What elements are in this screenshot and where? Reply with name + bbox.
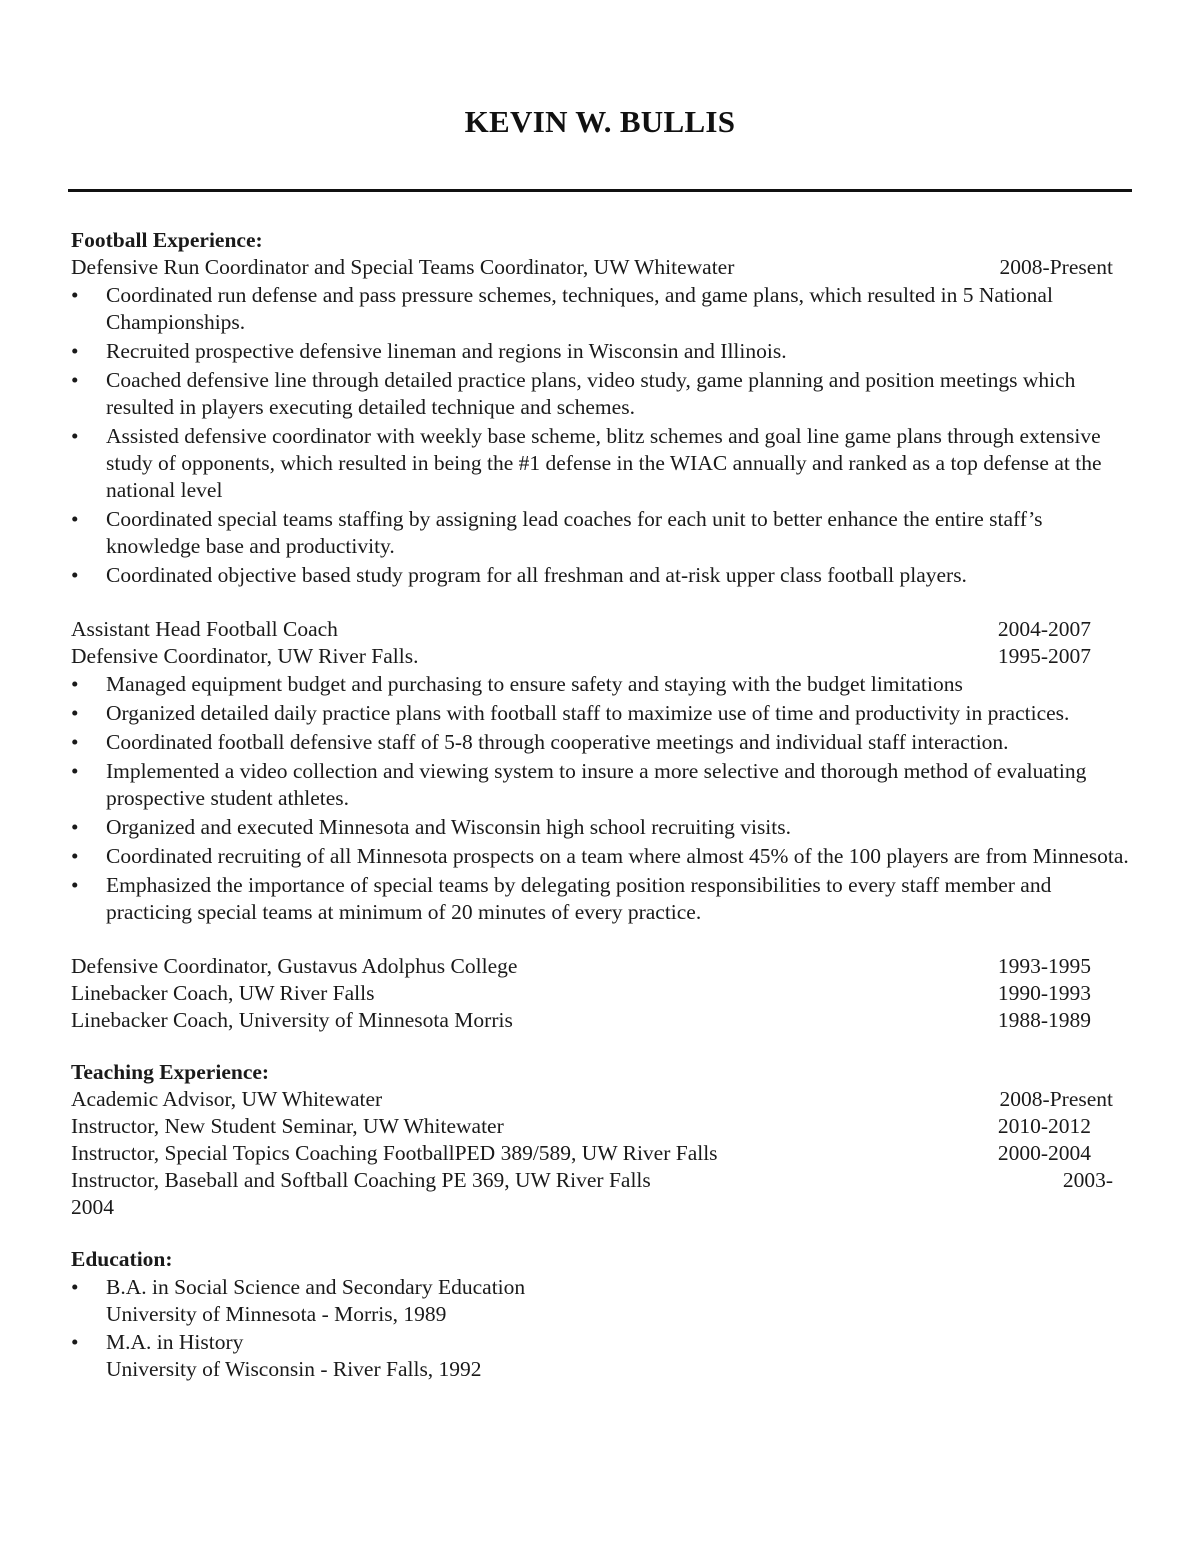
bullet-item: • Coordinated run defense and pass pressure schemes, techniques, and game plans, which resulted in 5 National Championships. (71, 282, 1133, 336)
job-date: 1993-1995 (997, 954, 1091, 978)
teaching-date-wrap: 2004 (71, 1195, 114, 1219)
bullet-item: • Assisted defensive coordinator with weekly base scheme, blitz schemes and goal line game plans through extensive study of opponents, which resulted in being the #1 defense in the WIAC annually and ranked as a top defense at the national level (71, 423, 1133, 504)
bullet-item: • Organized detailed daily practice plans with football staff to maximize use of time and productivity in practices. (71, 700, 1133, 727)
job-date: 1990-1993 (997, 981, 1091, 1005)
degree: • B.A. in Social Science and Secondary Education (106, 1275, 526, 1299)
bullet-item: • Coordinated recruiting of all Minnesota prospects on a team where almost 45% of the 100 players are from Minnesota. (71, 843, 1133, 870)
job-date: 1988-1989 (997, 1008, 1091, 1032)
job-title: Defensive Run Coordinator and Special Teams Coordinator, UW Whitewater (71, 255, 735, 279)
teaching-date: 2010-2012 (997, 1114, 1091, 1138)
header-rule (68, 189, 1132, 192)
teaching-title: Academic Advisor, UW Whitewater (71, 1087, 383, 1111)
bullet-item: • Recruited prospective defensive lineman and regions in Wisconsin and Illinois. (71, 338, 1133, 365)
teaching-row (71, 1167, 1133, 1194)
teaching-title: Instructor, Special Topics Coaching FootballPED 389/589, UW River Falls (71, 1141, 718, 1165)
job-row (71, 953, 1133, 980)
bullet-item: • Coordinated special teams staffing by assigning lead coaches for each unit to better enhance the entire staff’s knowledge base and productivity. (71, 506, 1133, 560)
bullet-item: • Managed equipment budget and purchasing to ensure safety and staying with the budget limitations (71, 671, 1133, 698)
teaching-row (71, 1113, 1133, 1140)
job-title: Defensive Coordinator, UW River Falls. (71, 644, 419, 668)
job-date: 1995-2007 (997, 644, 1091, 668)
bullet-item: • Coordinated objective based study program for all freshman and at-risk upper class football players. (71, 562, 1133, 589)
school: University of Wisconsin - River Falls, 1992 (106, 1357, 482, 1381)
job-date: 2004-2007 (997, 617, 1091, 641)
teaching-date: 2000-2004 (997, 1141, 1091, 1165)
teaching-row (71, 1086, 1133, 1113)
job-date: 2008-Present (999, 255, 1113, 279)
job-uwrf-coordinator (71, 643, 1133, 670)
job-row (71, 980, 1133, 1007)
teaching-title: Instructor, New Student Seminar, UW Whitewater (71, 1114, 504, 1138)
uwrf-bullets (71, 671, 1133, 926)
resume-body (71, 227, 1133, 1383)
uww-bullets (71, 282, 1133, 589)
job-uwrf-assistant (71, 616, 1133, 643)
job-title: Assistant Head Football Coach (71, 617, 338, 641)
teaching-row (71, 1140, 1133, 1167)
job-title: Linebacker Coach, University of Minnesota Morris (71, 1008, 513, 1032)
education-list (71, 1274, 1133, 1383)
bullet-item: • Coached defensive line through detailed practice plans, video study, game planning and position meetings which resulted in players executing detailed technique and schemes. (71, 367, 1133, 421)
teaching-heading: Teaching Experience: (71, 1060, 270, 1084)
education-item (71, 1329, 1133, 1383)
bullet-item: • Organized and executed Minnesota and Wisconsin high school recruiting visits. (71, 814, 1133, 841)
education-heading: Education: (71, 1247, 173, 1271)
teaching-date: 2003- (1062, 1168, 1113, 1192)
resume-name: KEVIN W. BULLIS (464, 104, 736, 139)
bullet-item: • Implemented a video collection and viewing system to insure a more selective and thorough method of evaluating prospective student athletes. (71, 758, 1133, 812)
job-row (71, 1007, 1133, 1034)
school: University of Minnesota - Morris, 1989 (106, 1302, 447, 1326)
football-heading: Football Experience: (71, 228, 263, 252)
bullet-item: • Coordinated football defensive staff of 5-8 through cooperative meetings and individual staff interaction. (71, 729, 1133, 756)
job-title: Linebacker Coach, UW River Falls (71, 981, 375, 1005)
teaching-title: Instructor, Baseball and Softball Coaching PE 369, UW River Falls (71, 1168, 651, 1192)
degree: • M.A. in History (106, 1330, 244, 1354)
education-item (71, 1274, 1133, 1328)
job-uww (71, 254, 1133, 281)
teaching-date: 2008-Present (999, 1087, 1113, 1111)
job-title: Defensive Coordinator, Gustavus Adolphus College (71, 954, 518, 978)
bullet-item: • Emphasized the importance of special teams by delegating position responsibilities to every staff member and practicing special teams at minimum of 20 minutes of every practice. (71, 872, 1133, 926)
